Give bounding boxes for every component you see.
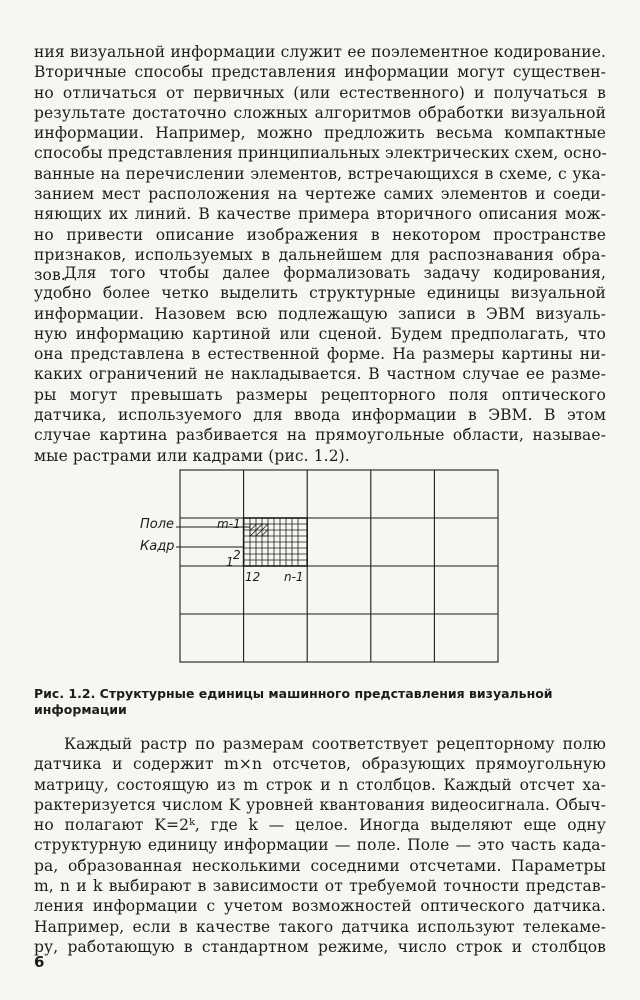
text-line: датчика, используемого для ввода информации в ЭВМ. В этом [34, 406, 606, 425]
text-line: способы представления принципиальных электрических схем, осно- [34, 144, 607, 163]
label-row-2: 2 [233, 548, 241, 562]
text-line: структурную единицу информации — поле. Поле — это часть када- [34, 836, 606, 855]
text-line: рактеризуется числом K уровней квантования видеосигнала. Обыч- [34, 795, 606, 814]
text-line: зов. [34, 266, 66, 285]
text-line: Вторичные способы представления информации могут существен- [34, 63, 606, 82]
text-line: Например, если в качестве такого датчика используют телекаме- [34, 917, 606, 936]
text-line: информации. Назовем всю подлежащую записи в ЭВМ визуаль- [34, 304, 606, 323]
text-line: но привести описание изображения в некотором пространстве [34, 225, 606, 244]
text-line: ры могут превышать размеры рецепторного поля оптического [34, 385, 606, 404]
text-line: ления информации с учетом возможностей оптического датчика. [34, 897, 606, 916]
text-line: случае картина разбивается на прямоугольные области, называе- [34, 426, 606, 445]
text-line: мые растрами или кадрами (рис. 1.2). [34, 446, 350, 465]
text-line: удобно более четко выделить структурные единицы визуальной [34, 284, 606, 303]
text-line: ния визуальной информации служит ее поэлементное кодирование. [34, 43, 606, 61]
paragraph-1 [34, 42, 606, 286]
text-line: занием мест расположения на чертеже самих элементов и соеди- [34, 185, 606, 204]
paragraph-3 [34, 734, 606, 957]
text-line: m, n и k выбирают в зависимости от требуемой точности представ- [34, 877, 606, 896]
text-line: информации. Например, можно предложить весьма компактные [34, 124, 606, 143]
text-line: признаков, используемых в дальнейшем для распознавания обра- [34, 245, 606, 264]
label-n-1: n-1 [284, 570, 304, 584]
text-line: ра, образованная несколькими соседними отсчетами. Параметры [34, 856, 606, 875]
text-line: но отличаться от первичных (или естественного) и получаться в [34, 83, 606, 102]
text-line: ную информацию картиной или сценой. Будем предполагать, что [34, 324, 606, 343]
text-line: каких ограничений не накладывается. В частном случае ее разме- [34, 365, 606, 384]
page-number: 6 [34, 953, 45, 971]
text-line: но полагают K=2ᵏ, где k — целое. Иногда выделяют еще одну [34, 816, 606, 835]
label-frame: Кадр [140, 539, 175, 554]
label-col-12: 12 [245, 570, 261, 584]
text-line: результате достаточно сложных алгоритмов обработки визуальной [34, 103, 606, 122]
text-line: датчика и содержит m×n отсчетов, образующих прямоугольную [34, 755, 606, 774]
text-line: ру, работающую в стандартном режиме, число строк и столбцов [34, 937, 606, 956]
text-line: Каждый растр по размерам соответствует рецепторному полю [64, 735, 606, 753]
text-line: она представлена в естественной форме. На размеры картины ни- [34, 345, 606, 364]
text-line: ванные на перечислении элементов, встречающихся в схеме, с ука- [34, 164, 606, 183]
label-field: Поле [140, 517, 175, 532]
label-m-1: m-1 [217, 517, 241, 531]
text-line: няющих их линий. В качестве примера вторичного описания мож- [34, 205, 606, 224]
figure-raster-grid [120, 462, 520, 682]
text-line: матрицу, состоящую из m строк и n столбцов. Каждый отсчет ха- [34, 775, 606, 794]
paragraph-2 [34, 263, 606, 466]
label-row-1: 1 [226, 555, 234, 569]
field-hatched-area [250, 524, 268, 536]
text-line: Для того чтобы далее формализовать задачу кодирования, [64, 264, 606, 282]
figure-caption: Рис. 1.2. Структурные единицы машинного представления визуальной информации [34, 686, 553, 717]
